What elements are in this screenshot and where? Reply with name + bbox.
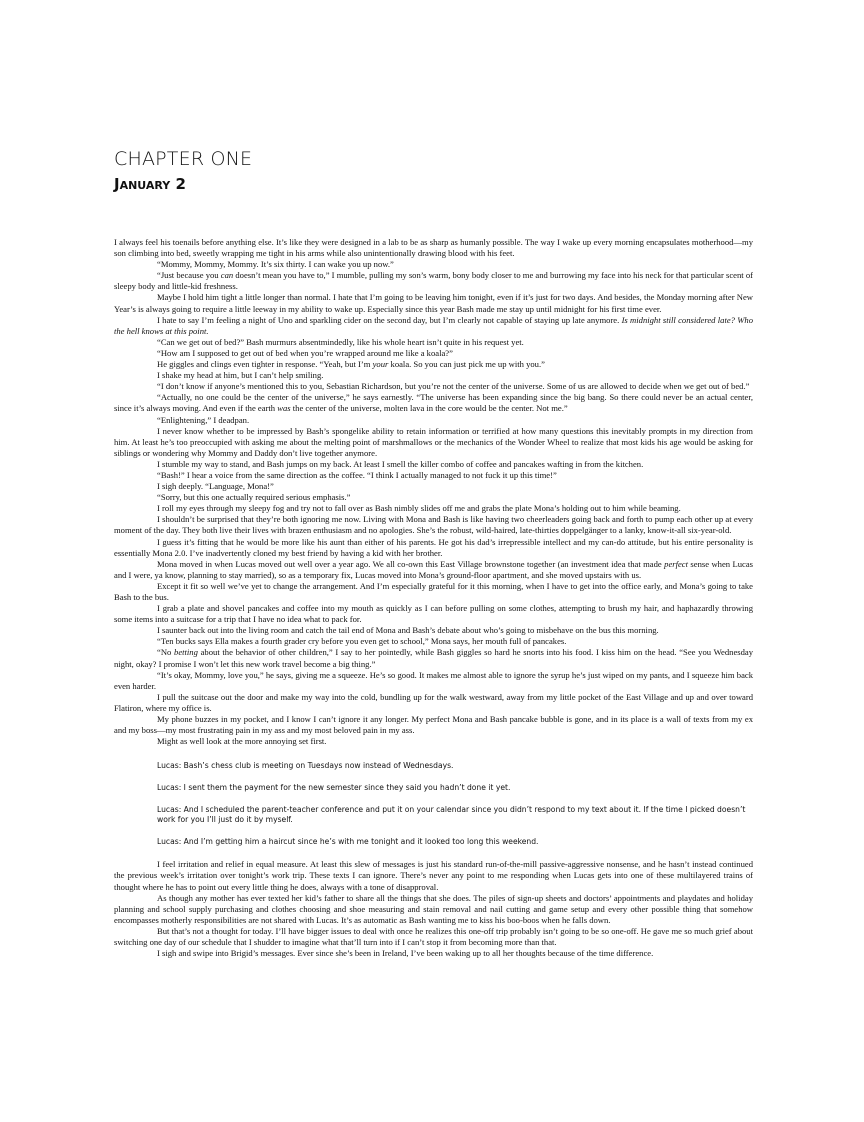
paragraph: I shake my head at him, but I can’t help smiling. <box>157 370 324 381</box>
paragraph-text: doesn’t mean you have to,” I mumble, pulling my son’s warm, bony body closer to me and burrowing my face into his neck for that particular scent of sleepy body and little-kid freshness. <box>114 270 753 292</box>
paragraph: “How am I supposed to get out of bed when you’re wrapped around me like a koala?” <box>157 347 453 358</box>
paragraph: But that’s not a thought for today. I’ll have bigger issues to deal with once he realizes this one-off trip probably isn’t going to be so one-off. He gave me so much grief about switching one day of our schedule that I shudder to imagine what that’ll turn into if I can’t stop it from becoming more than that. <box>114 925 753 947</box>
text-message: Lucas: I sent them the payment for the new semester since they said you hadn’t done it yet. <box>157 783 511 793</box>
italic-emphasis: betting <box>174 647 198 658</box>
chapter-title: CHAPTER ONE <box>114 148 253 170</box>
paragraph: “Can we get out of bed?” Bash murmurs absentmindedly, like his whole heart isn’t quite in his request yet. <box>157 336 524 347</box>
paragraph <box>114 647 753 669</box>
paragraph: I saunter back out into the living room and catch the tail end of Mona and Bash’s debate about who’s going to misbehave on the bus this morning. <box>157 625 659 636</box>
paragraph: I stumble my way to stand, and Bash jumps on my back. At least I smell the killer combo of coffee and pancakes wafting in from the kitchen. <box>157 458 644 469</box>
paragraph: I always feel his toenails before anything else. It’s like they were designed in a lab to be as sharp as humanly possible. The way I wake up every morning encapsulates motherhood—my son climbing into bed, sweetly wrapping me tight in his arms while also unintentionally drawing blood with his feet. <box>114 237 753 259</box>
chapter-subtitle: January 2 <box>114 175 186 193</box>
paragraph: I shouldn’t be surprised that they’re both ignoring me now. Living with Mona and Bash is like having two cheerleaders going back and forth to pump each other up at every moment of the day. They both live their lives with brazen enthusiasm and no apologies. She’s the robust, wild-haired, late-thirties doppelgänger to a lanky, know-it-all six-year-old. <box>114 514 753 536</box>
paragraph-text: Mona moved in when Lucas moved out well over a year ago. We all co-own this East Village brownstone together (an investment idea that made <box>157 558 665 569</box>
paragraph <box>114 315 753 337</box>
italic-emphasis: can <box>220 270 234 281</box>
text-message: Lucas: And I scheduled the parent-teacher conference and put it on your calendar since you didn’t respond to my text about it. If the time I picked doesn’t work for you I’ll just do it by myself. <box>157 805 746 825</box>
paragraph-text: about the behavior of other children,” I say to her pointedly, while Bash giggles so hard he snorts into his food. I kiss him on the head. “See you Wednesday night, okay? I promise I won’t let this new work travel become a big thing.” <box>114 647 754 669</box>
body-section-b <box>114 859 753 959</box>
paragraph: I sigh deeply. “Language, Mona!” <box>157 481 274 492</box>
paragraph: I never know whether to be impressed by Bash’s spongelike ability to retain information or terrified at how many questions this inevitably prompts in my direction from him. At least he’s too preoccupied with asking me about the melting point of marshmallows or the mechanics of the Wonder Wheel to realize that most kids his age would be asking for siblings or wondering why Mommy and Daddy don’t live together anymore. <box>114 425 753 458</box>
italic-emphasis: your <box>372 359 389 370</box>
paragraph <box>114 359 753 370</box>
italic-emphasis: perfect <box>664 558 689 569</box>
paragraph: “Enlightening,” I deadpan. <box>157 414 250 425</box>
paragraph: I roll my eyes through my sleepy fog and try not to fall over as Bash nimbly slides off me and grabs the plate Mona’s holding out to him while beaming. <box>157 503 681 514</box>
paragraph: “Ten bucks says Ella makes a fourth grader cry before you even get to school,” Mona says, her mouth full of pancakes. <box>157 636 567 647</box>
paragraph: “I don’t know if anyone’s mentioned this to you, Sebastian Richardson, but you’re not the center of the universe. Some of us are allowed to decide when we get out of bed.” <box>157 381 750 392</box>
text-message: Lucas: Bash’s chess club is meeting on Tuesdays now instead of Wednesdays. <box>157 761 454 771</box>
paragraph: As though any mother has ever texted her kid’s father to share all the things that she does. The piles of sign-up sheets and doctors’ appointments and playdates and holiday planning and school supply purchasing and clothes choosing and shoe measuring and stain removal and nail cutting and game setup and every other possible thing that somehow encompasses motherly responsibilities are not shared with Lucas. It’s as automatic as Bash wanting me to kiss his boo-boos when he falls down. <box>114 892 753 925</box>
paragraph: My phone buzzes in my pocket, and I know I can’t ignore it any longer. My perfect Mona and Bash pancake bubble is gone, and in its place is a wall of texts from my ex and my boss—my most frustrating pain in my ass and my most beloved pain in my ass. <box>114 714 753 736</box>
italic-emphasis: Is midnight still considered late? Who the hell knows at this point. <box>114 314 753 336</box>
paragraph: Might as well look at the more annoying set first. <box>157 736 327 747</box>
paragraph: I sigh and swipe into Brigid’s messages. Ever since she’s been in Ireland, I’ve been waking up to all her thoughts because of the time difference. <box>157 948 654 959</box>
paragraph-text: “Actually, no one could be the center of the universe,” he says earnestly. “The universe has been expanding since the big bang. So there could never be an actual center, since it’s always moving. And even if the earth <box>114 392 753 414</box>
italic-emphasis: was <box>277 403 291 414</box>
text-messages-block <box>157 761 753 847</box>
paragraph-text: I hate to say I’m feeling a night of Uno and sparkling cider on the second day, but I’m clearly not capable of staying up late anymore. <box>157 314 622 325</box>
body-section-a <box>114 237 753 747</box>
paragraph-text: “No <box>157 647 175 658</box>
paragraph-text: koala. So you can just pick me up with you.” <box>388 359 545 370</box>
paragraph <box>114 392 753 414</box>
paragraph: “It’s okay, Mommy, love you,” he says, giving me a squeeze. He’s so good. It makes me almost able to ignore the syrup he’s just wiped on my pants, and I squeeze him back even harder. <box>114 669 753 691</box>
paragraph: Except it fit so well we’ve yet to change the arrangement. And I’m especially grateful for it this morning, when I have to get into the office early, and Mona’s going to take Bash to the bus. <box>114 580 753 602</box>
paragraph: “Mommy, Mommy, Mommy. It’s six thirty. I can wake you up now.” <box>157 259 394 270</box>
paragraph: I pull the suitcase out the door and make my way into the cold, bundling up for the walk westward, away from my little pocket of the East Village and up and over toward Flatiron, where my office is. <box>114 691 753 713</box>
paragraph-text: “Just because you <box>157 270 221 281</box>
paragraph: Maybe I hold him tight a little longer than normal. I hate that I’m going to be leaving him tonight, even if it’s just for two days. And besides, the Monday morning after New Year’s is always going to require a little leeway in my ability to wake up. Especially since this year Bash made me stay up until midnight for his first time ever. <box>114 292 753 314</box>
paragraph-text: He giggles and clings even tighter in response. “Yeah, but I’m <box>157 359 373 370</box>
text-message: Lucas: And I’m getting him a haircut since he’s with me tonight and it looked too long this weekend. <box>157 837 539 847</box>
chapter-body <box>114 237 753 959</box>
paragraph: “Bash!” I hear a voice from the same direction as the coffee. “I think I actually managed to not fuck it up this time!” <box>157 469 557 480</box>
paragraph: I feel irritation and relief in equal measure. At least this slew of messages is just his standard run-of-the-mill passive-aggressive nonsense, and he hasn’t instead continued the previous week’s irritation over tonight’s work trip. These texts I can ignore. There’s never any point to me responding when Lucas gets into one of these multilayered trains of thought where he has to point out every little thing he does, always with a tone of disapproval. <box>114 859 753 892</box>
paragraph: I grab a plate and shovel pancakes and coffee into my mouth as quickly as I can before pulling on some clothes, attempting to brush my hair, and haphazardly throwing some items into a suitcase for a trip that I have no idea what to pack for. <box>114 603 753 625</box>
paragraph-text: sense when Lucas and I were, ya know, planning to stay married), so as a temporary fix, Lucas moved into Mona’s ground-floor apartment, and she moved upstairs with us. <box>114 558 753 580</box>
paragraph-text: the center of the universe, molten lava in the core would be the center. Not me.” <box>290 403 568 414</box>
paragraph: I guess it’s fitting that he would be more like his aunt than either of his parents. He got his dad’s irrepressible intellect and my can-do attitude, but his entire personality is essentially Mona 2.0. I’ve inadvertently cloned my best friend by having a kid with her brother. <box>114 536 753 558</box>
paragraph <box>114 270 753 292</box>
document-page <box>114 148 753 959</box>
paragraph: “Sorry, but this one actually required serious emphasis.” <box>157 492 351 503</box>
paragraph <box>114 559 753 581</box>
